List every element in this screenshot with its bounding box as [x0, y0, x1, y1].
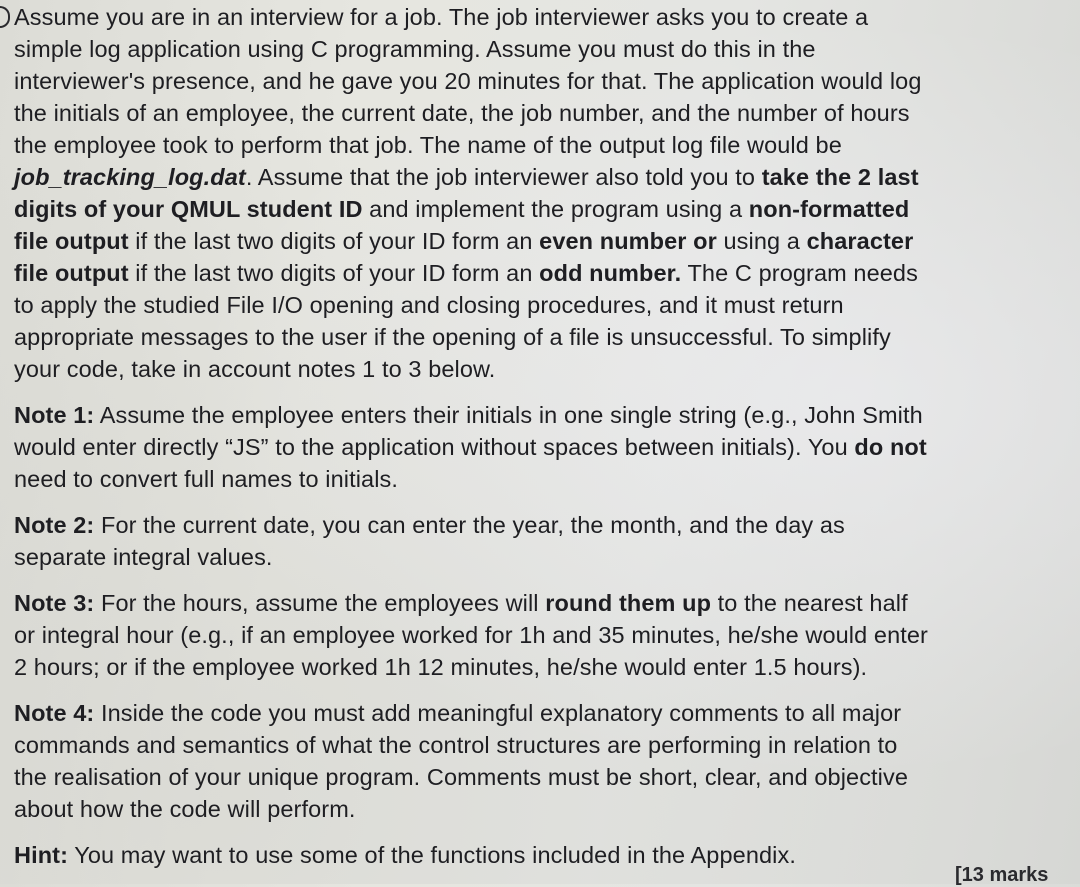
question-line-2: simple log application using C programming. Assume you must do this in the [14, 36, 816, 62]
question-bullet-icon [0, 6, 10, 28]
note-1-label: Note 1: [14, 402, 95, 428]
question-line-6: job_tracking_log.dat. Assume that the job interviewer also told you to take the 2 last [14, 164, 919, 190]
note-2-line-1: Note 2: For the current date, you can enter the year, the month, and the day as [14, 512, 845, 538]
note-4-line-4: about how the code will perform. [14, 796, 356, 822]
note-3-line-3: 2 hours; or if the employee worked 1h 12 minutes, he/she would enter 1.5 hours). [14, 654, 868, 680]
question-line-10: to apply the studied File I/O opening and closing procedures, and it must return [14, 292, 844, 318]
question-line-12: your code, take in account notes 1 to 3 below. [14, 356, 496, 382]
hint-line: Hint: You may want to use some of the functions included in the Appendix. [14, 842, 796, 868]
question-line-9: file output if the last two digits of your ID form an odd number. The C program needs [14, 260, 918, 286]
question-line-8: file output if the last two digits of your ID form an even number or using a character [14, 228, 914, 254]
note-3-line-2: or integral hour (e.g., if an employee worked for 1h and 35 minutes, he/she would enter [14, 622, 928, 648]
marks-label: [13 marks [955, 864, 1049, 886]
note-2-label: Note 2: [14, 512, 95, 538]
question-line-3: interviewer's presence, and he gave you 20 minutes for that. The application would log [14, 68, 922, 94]
note-3-label: Note 3: [14, 590, 95, 616]
note-3-line-1: Note 3: For the hours, assume the employees will round them up to the nearest half [14, 590, 908, 616]
note-4-label: Note 4: [14, 700, 95, 726]
note-1-line-1: Note 1: Assume the employee enters their initials in one single string (e.g., John Smith [14, 402, 923, 428]
note-1-line-3: need to convert full names to initials. [14, 466, 399, 492]
question-line-7: digits of your QMUL student ID and implement the program using a non-formatted [14, 196, 910, 222]
question-line-4: the initials of an employee, the current date, the job number, and the number of hours [14, 100, 910, 126]
log-file-name: job_tracking_log.dat [14, 164, 246, 190]
question-line-11: appropriate messages to the user if the opening of a file is unsuccessful. To simplify [14, 324, 891, 350]
note-4-line-3: the realisation of your unique program. Comments must be short, clear, and objective [14, 764, 909, 790]
note-4-line-2: commands and semantics of what the control structures are performing in relation to [14, 732, 898, 758]
hint-label: Hint: [14, 842, 69, 868]
note-1-line-2: would enter directly “JS” to the application without spaces between initials). You do not [14, 434, 927, 460]
note-2-line-2: separate integral values. [14, 544, 273, 570]
question-line-1: Assume you are in an interview for a job. The job interviewer asks you to create a [14, 4, 869, 30]
question-line-5: the employee took to perform that job. The name of the output log file would be [14, 132, 842, 158]
note-4-line-1: Note 4: Inside the code you must add meaningful explanatory comments to all major [14, 700, 902, 726]
